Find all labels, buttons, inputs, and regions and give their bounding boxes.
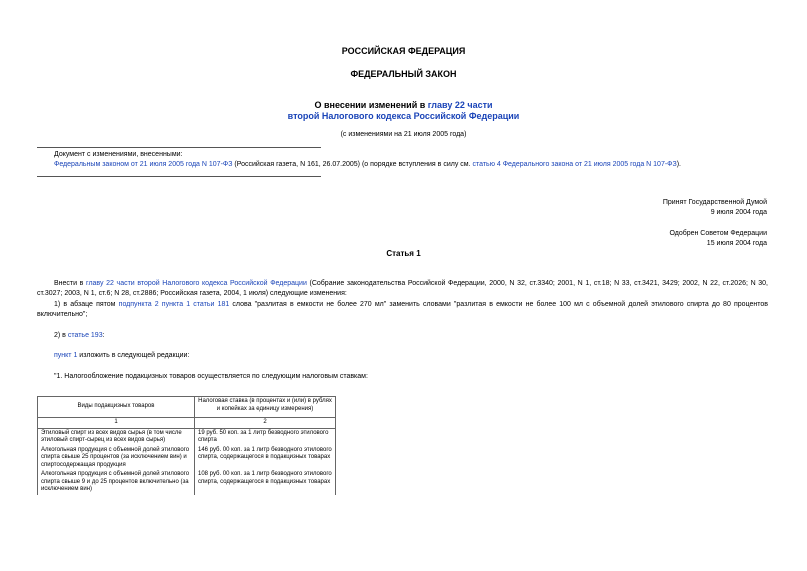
amendments-label: Документ с изменениями, внесенными: (54, 151, 183, 158)
column-number-2: 2 (195, 418, 336, 429)
p3-text-a: 2) в (54, 332, 68, 339)
goods-cell: Этиловый спирт из всех видов сырья (в том числе этиловый спирт-сырец из всех видов сырья) (38, 428, 195, 446)
law-title (0, 100, 807, 122)
p2-text-b: слова "разлитая в емкости не более 270 мл" заменить словами "разлитая в емкости не более 100 мл с объемной долей этилового спирта до 80 процентов включительно"; (37, 301, 768, 318)
amendments-note (54, 150, 774, 170)
table-row (38, 470, 336, 495)
paragraph-item-2 (37, 331, 768, 341)
amendments-line (54, 160, 774, 170)
duma-adopted-label: Принят Государственной Думой (662, 199, 767, 206)
duma-adopted-date: 9 июля 2004 года (710, 209, 767, 216)
paragraph-tax-rates: "1. Налогообложение подакцизных товаров осуществляется по следующим налоговым ставкам: (54, 373, 368, 380)
column-header-rate: Налоговая ставка (в процентах и (или) в рублях и копейках за единицу измерения) (195, 397, 336, 418)
paragraph-point-1 (37, 351, 768, 361)
p3-text-b: : (102, 332, 105, 339)
amendments-text-2: ). (676, 161, 681, 168)
article-heading: Статья 1 (386, 249, 421, 258)
goods-cell: Алкогольная продукция с объемной долей этилового спирта свыше 9 и до 25 процентов включительно (за исключением вин) (38, 470, 195, 495)
goods-cell: Алкогольная продукция с объемной долей этилового спирта свыше 25 процентов (за исключением вин) и спиртосодержащая продукция (38, 446, 195, 471)
table-header-row (38, 397, 336, 418)
p1-text-b: (Собрание законодательства Российской Федерации, 2000, N 32, ст.3340; 2001, N 1, ст.18; N 33, ст.3421, 3429; 2002, N 22, ст.2026; N 30, ст.3027; 2003, N 1, ст.6; N 28, ст.2886; Российская газета, 2004, 1 июля) следующие изменения: (37, 280, 768, 297)
adoption-duma (663, 198, 767, 218)
rate-cell: 146 руб. 00 коп. за 1 литр безводного этилового спирта, содержащегося в подакцизных товарах (195, 446, 336, 471)
rate-cell: 19 руб. 50 коп. за 1 литр безводного этилового спирта (195, 428, 336, 446)
tax-code-part-two-link[interactable]: второй Налогового кодекса Российской Федерации (287, 111, 520, 121)
law-type-heading: ФЕДЕРАЛЬНЫЙ ЗАКОН (350, 69, 457, 79)
adoption-council (669, 229, 767, 249)
amendments-text-1: (Российская газета, N 161, 26.07.2005) (о порядке вступления в силу см. (232, 161, 473, 168)
edition-note: (с изменениями на 21 июля 2005 года) (340, 131, 467, 138)
country-heading: РОССИЙСКАЯ ФЕДЕРАЦИЯ (341, 46, 466, 56)
table-row (38, 446, 336, 471)
column-number-1: 1 (38, 418, 195, 429)
point-1-link[interactable]: пункт 1 (54, 352, 78, 359)
rate-cell: 108 руб. 00 коп. за 1 литр безводного этилового спирта, содержащегося в подакцизных товарах (195, 470, 336, 495)
article-193-link[interactable]: статье 193 (67, 332, 103, 339)
paragraph-item-1 (37, 300, 768, 320)
table-row (38, 428, 336, 446)
article-4-law-107-link[interactable]: статью 4 Федерального закона от 21 июля 2005 года N 107-ФЗ (472, 161, 677, 168)
divider-top (37, 147, 321, 148)
chapter-22-part-two-link[interactable]: главу 22 части второй Налогового кодекса Российской Федерации (86, 280, 307, 287)
divider-bottom (37, 176, 321, 177)
p2-text-a: 1) в абзаце пятом (54, 301, 119, 308)
chapter-22-link[interactable]: главу 22 части (427, 100, 493, 110)
p4-text-b: изложить в следующей редакции: (77, 352, 190, 359)
column-header-goods: Виды подакцизных товаров (38, 397, 195, 418)
council-approved-date: 15 июля 2004 года (706, 240, 767, 247)
federal-law-107-link[interactable]: Федеральным законом от 21 июля 2005 года N 107-ФЗ (54, 161, 233, 168)
paragraph-intro (37, 279, 768, 299)
council-approved-label: Одобрен Советом Федерации (669, 230, 767, 237)
tax-rates-table (37, 396, 336, 495)
table-number-row (38, 418, 336, 429)
p1-text-a: Внести в (54, 280, 87, 287)
law-title-prefix: О внесении изменений в (314, 100, 428, 110)
article-181-link[interactable]: подпункта 2 пункта 1 статьи 181 (118, 301, 230, 308)
